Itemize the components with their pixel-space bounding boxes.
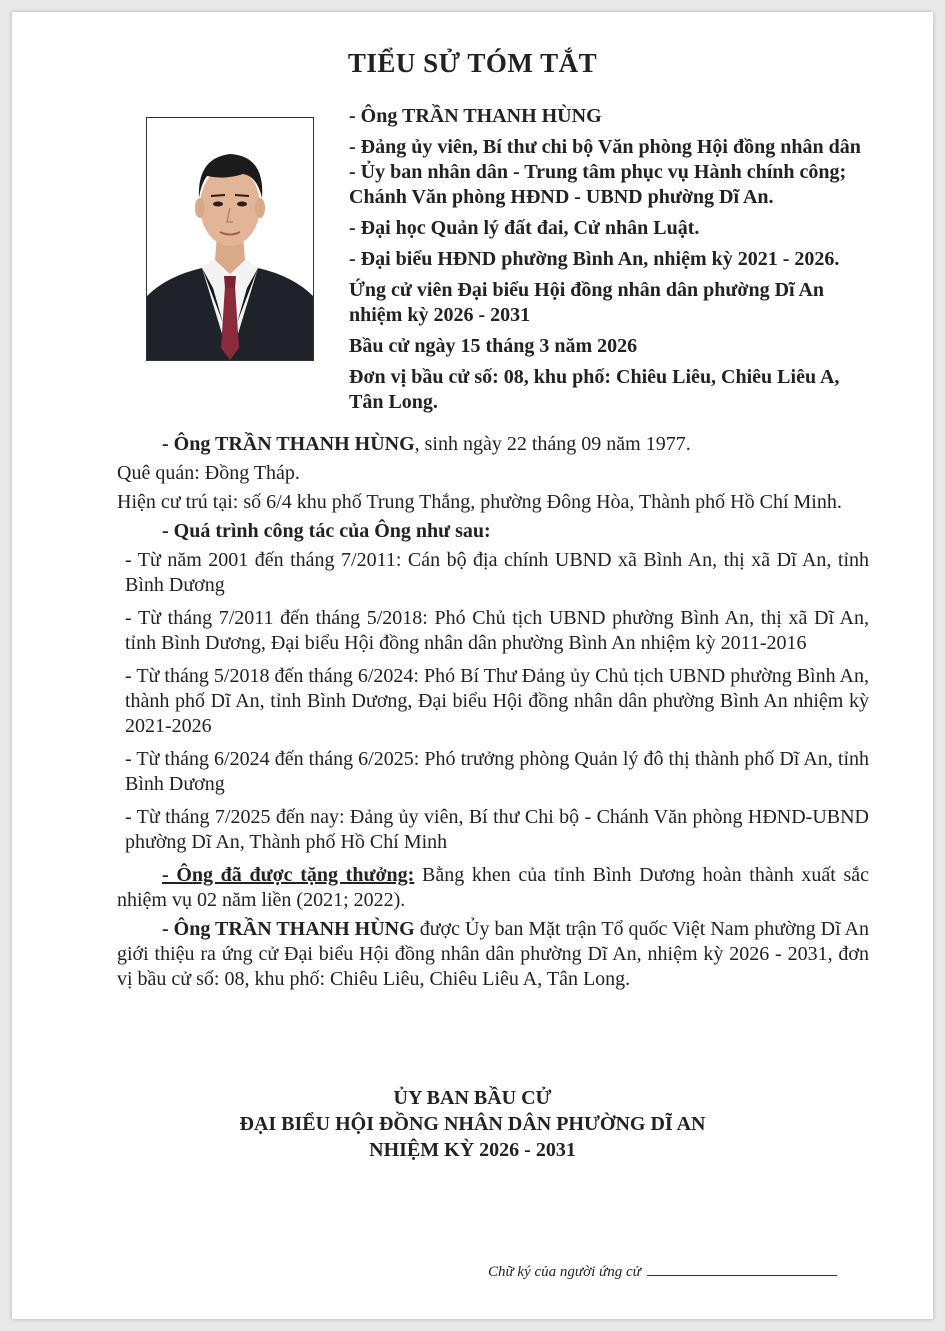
career-item: - Từ tháng 7/2025 đến nay: Đảng ủy viên, Bí thư Chi bộ - Chánh Văn phòng HĐND-UBND phường Dĩ An, Thành phố Hồ Chí Minh: [125, 806, 869, 853]
career-item: - Từ tháng 7/2011 đến tháng 5/2018: Phó Chủ tịch UBND phường Bình An, thị xã Dĩ An, tỉnh Bình Dương, Đại biểu Hội đồng nhân dân phường Bình An nhiệm kỳ 2011-2016: [125, 607, 869, 654]
biography-body: [117, 432, 869, 996]
career-heading: [117, 519, 869, 544]
intro-prefix: - Ông: [162, 433, 215, 455]
document-title: TIỂU SỬ TÓM TẮT: [347, 48, 598, 78]
career-heading-text: - Quá trình công tác của Ông như sau:: [162, 520, 491, 542]
electoral-unit: Đơn vị bầu cử số: 08, khu phố: Chiêu Liêu, Chiêu Liêu A, Tân Long.: [349, 366, 840, 413]
candidate-candidacy: Ứng cử viên Đại biểu Hội đồng nhân dân phường Dĩ An nhiệm kỳ 2026 - 2031: [349, 279, 825, 326]
award-label: - Ông đã được tặng thưởng:: [162, 864, 415, 886]
career-item: - Từ tháng 6/2024 đến tháng 6/2025: Phó trưởng phòng Quản lý đô thị thành phố Dĩ An, tỉnh Bình Dương: [125, 748, 869, 795]
candidate-summary: [349, 104, 869, 421]
career-item: - Từ năm 2001 đến tháng 7/2011: Cán bộ địa chính UBND xã Bình An, thị xã Dĩ An, tỉnh Bình Dương: [125, 549, 869, 596]
award-line: [117, 863, 869, 913]
candidate-education: - Đại học Quản lý đất đai, Cử nhân Luật.: [349, 217, 700, 239]
nomination-name: - Ông TRẦN THANH HÙNG: [162, 918, 415, 940]
nomination-text: được Ủy ban Mặt trận Tổ quốc Việt Nam phường Dĩ An giới thiệu ra ứng cử Đại biểu Hội đồng nhân dân phường Dĩ An, nhiệm kỳ 2026 - 2031, đơn vị bầu cử số: 08, khu phố: Chiêu Liêu, Chiêu Liêu A, Tân Long.: [117, 918, 869, 990]
nomination-line: [117, 917, 869, 992]
hometown: Quê quán: Đồng Tháp.: [117, 462, 300, 484]
committee-footer: [0, 1085, 945, 1163]
committee-line-3: NHIỆM KỲ 2026 - 2031: [369, 1139, 576, 1161]
signature-label: Chữ ký của người ứng cử: [488, 1264, 641, 1280]
award-text: Bằng khen của tỉnh Bình Dương hoàn thành xuất sắc nhiệm vụ 02 năm liền (2021; 2022).: [117, 864, 869, 911]
signature-line: [647, 1263, 837, 1276]
election-date: Bầu cử ngày 15 tháng 3 năm 2026: [349, 335, 638, 357]
intro-name: TRẦN THANH HÙNG: [214, 433, 415, 455]
intro-line: [117, 432, 869, 457]
intro-rest: , sinh ngày 22 tháng 09 năm 1977.: [414, 433, 691, 455]
committee-line-2: ĐẠI BIỂU HỘI ĐỒNG NHÂN DÂN PHƯỜNG DĨ AN: [239, 1113, 706, 1135]
candidate-delegate: - Đại biểu HĐND phường Bình An, nhiệm kỳ 2021 - 2026.: [349, 248, 840, 270]
portrait-photo: [146, 117, 314, 361]
residence: Hiện cư trú tại: số 6/4 khu phố Trung Thắng, phường Đông Hòa, Thành phố Hồ Chí Minh.: [117, 491, 842, 513]
committee-line-1: ỦY BAN BẦU CỬ: [393, 1087, 552, 1109]
signature-area: [488, 1263, 837, 1281]
candidate-position: - Đảng ủy viên, Bí thư chi bộ Văn phòng Hội đồng nhân dân - Ủy ban nhân dân - Trung tâm phục vụ Hành chính công; Chánh Văn phòng HĐND - UBND phường Dĩ An.: [349, 136, 861, 208]
candidate-name: - Ông TRẦN THANH HÙNG: [349, 105, 602, 127]
career-item: - Từ tháng 5/2018 đến tháng 6/2024: Phó Bí Thư Đảng ủy Chủ tịch UBND phường Bình An, thành phố Dĩ An, tỉnh Bình Dương, Đại biểu Hội đồng nhân dân phường Bình An nhiệm kỳ 2021-2026: [125, 665, 869, 737]
